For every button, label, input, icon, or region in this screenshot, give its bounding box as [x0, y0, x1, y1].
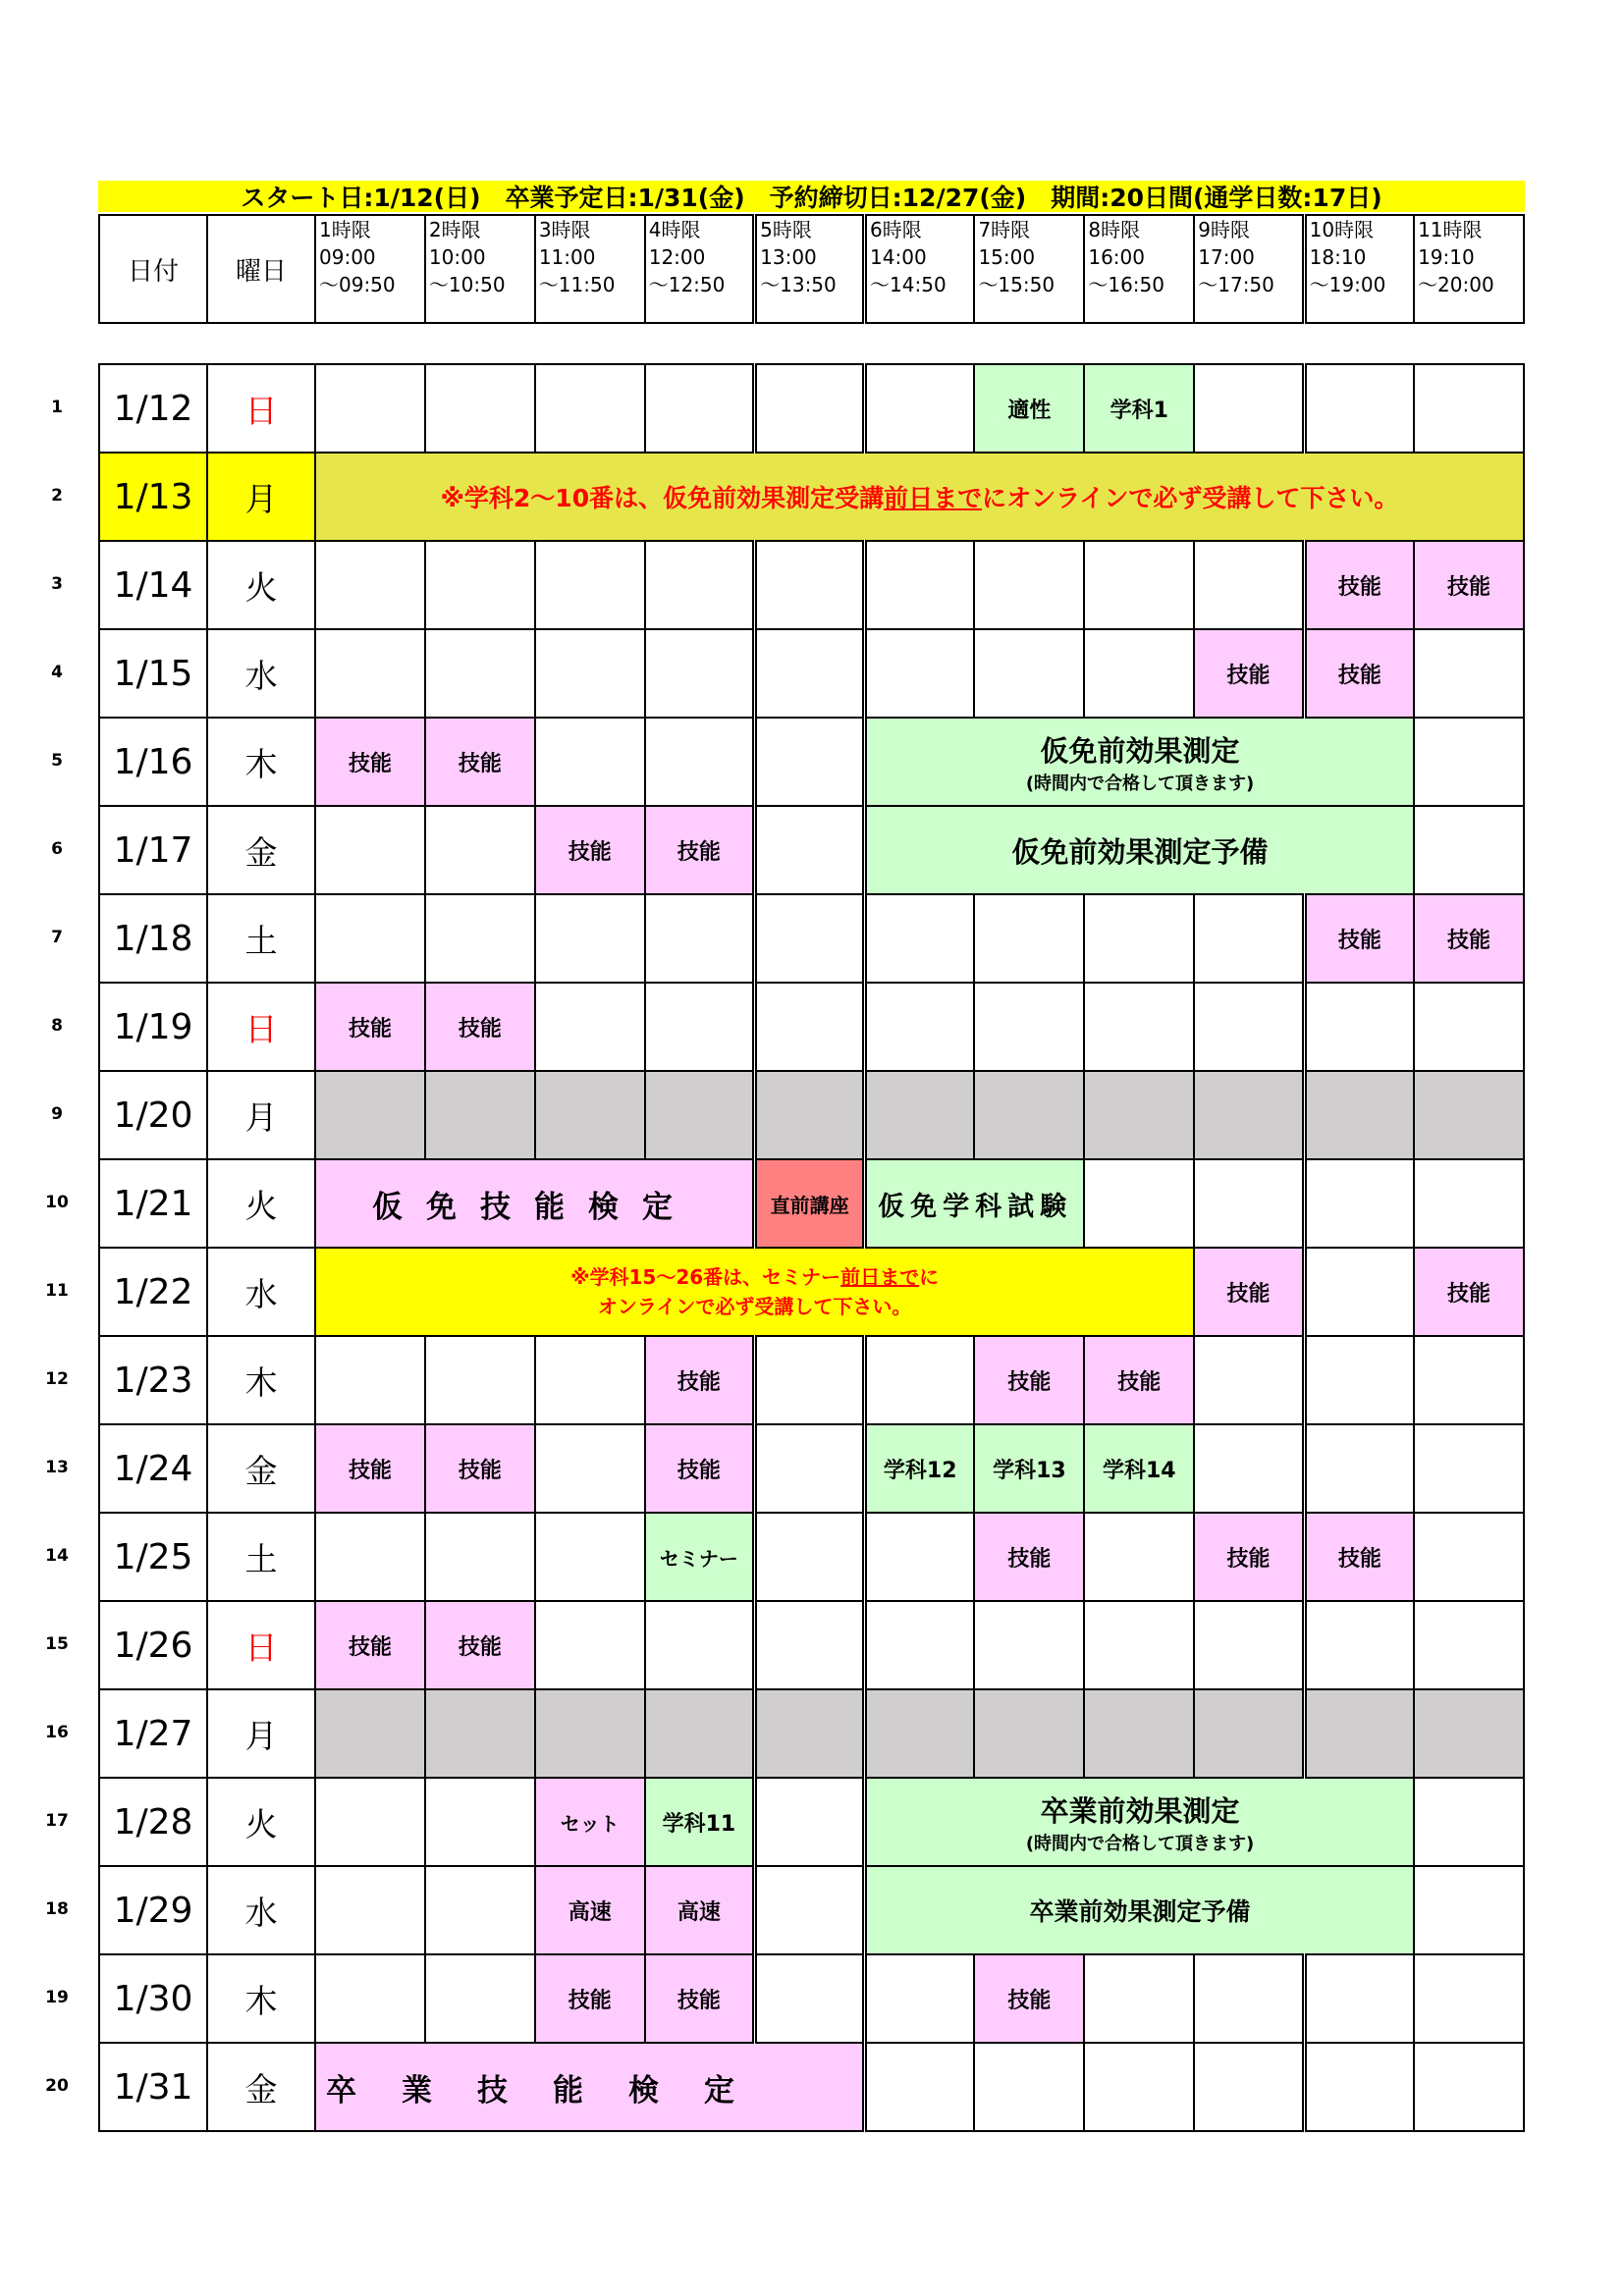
notice-deadline-text: 前日まで: [840, 1265, 920, 1289]
empty-slot: [1304, 1248, 1414, 1336]
lecture-slot: 学科12: [865, 1424, 975, 1513]
period-header: 10時限 18:10 ～19:00: [1304, 215, 1414, 323]
row-number: 8: [51, 1016, 63, 1036]
karimen-written-exam-block: [865, 1159, 1085, 1248]
closed-slot: [865, 1689, 975, 1778]
empty-slot: [535, 541, 645, 629]
row-number: 1: [51, 398, 63, 417]
period-header-table: [98, 214, 1525, 324]
notice-text: ※学科2～10番は、仮免前効果測定受講: [440, 484, 885, 512]
set-slot: セット: [535, 1778, 645, 1866]
empty-slot: [865, 1601, 975, 1689]
skill-slot: 技能: [1414, 541, 1524, 629]
empty-slot: [974, 1601, 1084, 1689]
online-notice-band: [315, 453, 1524, 541]
row-number: 6: [51, 839, 63, 859]
empty-slot: [865, 983, 975, 1071]
block-note: (時間内で合格して頂きます): [1025, 1833, 1255, 1854]
skill-slot: 技能: [1414, 1248, 1524, 1336]
skill-slot: 技能: [645, 806, 755, 894]
row-number: 4: [51, 663, 63, 682]
date-cell: 1/28: [99, 1778, 207, 1866]
skill-slot: 技能: [645, 1336, 755, 1424]
weekday-cell: 火: [207, 1159, 315, 1248]
row-number: 15: [45, 1634, 69, 1654]
skill-slot: 技能: [1194, 1513, 1304, 1601]
empty-slot: [755, 629, 865, 718]
empty-slot: [315, 894, 425, 983]
seminar-slot: セミナー: [645, 1513, 755, 1601]
schedule-table: [98, 363, 1525, 2132]
empty-slot: [755, 983, 865, 1071]
weekday-column-header: 曜日: [207, 215, 315, 323]
closed-slot: [315, 1071, 425, 1159]
empty-slot: [755, 1336, 865, 1424]
empty-slot: [425, 1866, 535, 1954]
period-header: 5時限 13:00 ～13:50: [755, 215, 865, 323]
empty-slot: [1084, 1954, 1194, 2043]
row-number: 3: [51, 574, 63, 594]
sotsugyo-effect-test-block: [865, 1778, 1415, 1866]
row-number: 12: [45, 1369, 69, 1389]
empty-slot: [425, 541, 535, 629]
empty-slot: [1414, 629, 1524, 718]
block-title: 仮免前効果測定: [1040, 733, 1240, 768]
skill-slot: 技能: [315, 1424, 425, 1513]
empty-slot: [425, 1513, 535, 1601]
table-row: [99, 1778, 1524, 1866]
period-header: 8時限 16:00 ～16:50: [1084, 215, 1194, 323]
empty-slot: [645, 894, 755, 983]
table-row: [99, 806, 1524, 894]
skill-slot: 技能: [315, 718, 425, 806]
block-note: (時間内で合格して頂きます): [1025, 773, 1255, 794]
empty-slot: [425, 1954, 535, 2043]
empty-slot: [755, 806, 865, 894]
date-cell: 1/13: [99, 453, 207, 541]
empty-slot: [535, 1336, 645, 1424]
skill-slot: 技能: [315, 983, 425, 1071]
weekday-cell: 金: [207, 2043, 315, 2131]
weekday-cell: 木: [207, 718, 315, 806]
weekday-cell: 月: [207, 1689, 315, 1778]
skill-slot: 技能: [1304, 894, 1414, 983]
date-cell: 1/18: [99, 894, 207, 983]
table-row: [99, 541, 1524, 629]
date-cell: 1/29: [99, 1866, 207, 1954]
weekday-cell: 日: [207, 1601, 315, 1689]
closed-slot: [535, 1071, 645, 1159]
skill-slot: 技能: [645, 1424, 755, 1513]
weekday-cell: 日: [207, 364, 315, 453]
sotsugyo-effect-test-spare-block: 卒業前効果測定予備: [865, 1866, 1415, 1954]
skill-slot: 技能: [974, 1513, 1084, 1601]
row-number: 5: [51, 751, 63, 771]
empty-slot: [645, 629, 755, 718]
karimen-effect-test-block: [865, 718, 1415, 806]
skill-slot: 技能: [1304, 1513, 1414, 1601]
empty-slot: [1414, 806, 1524, 894]
aptitude-test-slot: 適性: [974, 364, 1084, 453]
empty-slot: [755, 1601, 865, 1689]
skill-slot: 技能: [645, 1954, 755, 2043]
closed-slot: [1304, 1689, 1414, 1778]
table-row: [99, 1424, 1524, 1513]
empty-slot: [315, 364, 425, 453]
block-title: 卒業技能検定: [326, 2072, 780, 2109]
weekday-cell: 水: [207, 629, 315, 718]
table-row: [99, 1071, 1524, 1159]
empty-slot: [425, 1778, 535, 1866]
empty-slot: [425, 364, 535, 453]
lecture-slot: 学科13: [974, 1424, 1084, 1513]
empty-slot: [1194, 364, 1304, 453]
row-number: 18: [45, 1899, 69, 1919]
empty-slot: [865, 894, 975, 983]
lecture-slot: 学科14: [1084, 1424, 1194, 1513]
lecture-slot: 学科1: [1084, 364, 1194, 453]
closed-slot: [1414, 1071, 1524, 1159]
closed-slot: [645, 1071, 755, 1159]
weekday-cell: 火: [207, 541, 315, 629]
closed-slot: [1194, 1689, 1304, 1778]
weekday-cell: 木: [207, 1336, 315, 1424]
weekday-cell: 月: [207, 1071, 315, 1159]
empty-slot: [1414, 1866, 1524, 1954]
empty-slot: [755, 1866, 865, 1954]
empty-slot: [755, 1778, 865, 1866]
skill-slot: 技能: [425, 983, 535, 1071]
block-title: 卒業前効果測定: [1040, 1793, 1240, 1828]
table-row: [99, 453, 1524, 541]
date-cell: 1/26: [99, 1601, 207, 1689]
closed-slot: [755, 1071, 865, 1159]
row-number: 14: [45, 1546, 69, 1566]
table-row: [99, 983, 1524, 1071]
empty-slot: [1304, 983, 1414, 1071]
empty-slot: [865, 1513, 975, 1601]
empty-slot: [755, 364, 865, 453]
empty-slot: [315, 1954, 425, 2043]
pre-exam-lecture-slot: 直前講座: [755, 1159, 865, 1248]
empty-slot: [535, 1513, 645, 1601]
date-cell: 1/23: [99, 1336, 207, 1424]
closed-slot: [315, 1689, 425, 1778]
row-number: 16: [45, 1723, 69, 1742]
empty-slot: [1304, 1336, 1414, 1424]
row-number: 9: [51, 1104, 63, 1124]
karimen-effect-test-spare-block: [865, 806, 1415, 894]
empty-slot: [1414, 1954, 1524, 2043]
empty-slot: [1194, 541, 1304, 629]
empty-slot: [1304, 1424, 1414, 1513]
date-cell: 1/22: [99, 1248, 207, 1336]
empty-slot: [1304, 1601, 1414, 1689]
period-header: 11時限 19:10 ～20:00: [1414, 215, 1524, 323]
weekday-cell: 水: [207, 1248, 315, 1336]
empty-slot: [315, 541, 425, 629]
closed-slot: [1414, 1689, 1524, 1778]
empty-slot: [1194, 2043, 1304, 2131]
notice-text: にオンラインで必ず受講して下さい。: [982, 484, 1399, 512]
empty-slot: [1194, 1159, 1304, 1248]
row-number: 7: [51, 928, 63, 947]
empty-slot: [645, 718, 755, 806]
period-header: 3時限 11:00 ～11:50: [535, 215, 645, 323]
date-cell: 1/25: [99, 1513, 207, 1601]
table-row: [99, 1954, 1524, 2043]
empty-slot: [645, 364, 755, 453]
table-row: [99, 894, 1524, 983]
skill-slot: 技能: [1304, 629, 1414, 718]
empty-slot: [1414, 1601, 1524, 1689]
skill-slot: 技能: [425, 1601, 535, 1689]
empty-slot: [1194, 1424, 1304, 1513]
sotsugyo-skill-exam-block: [315, 2043, 865, 2131]
empty-slot: [1414, 983, 1524, 1071]
empty-slot: [645, 541, 755, 629]
table-row: [99, 1601, 1524, 1689]
empty-slot: [1414, 364, 1524, 453]
empty-slot: [974, 2043, 1084, 2131]
empty-slot: [315, 806, 425, 894]
skill-slot: 技能: [425, 1424, 535, 1513]
date-cell: 1/21: [99, 1159, 207, 1248]
empty-slot: [1304, 1159, 1414, 1248]
notice-text: オンラインで必ず受講して下さい。: [597, 1295, 912, 1318]
closed-slot: [645, 1689, 755, 1778]
date-cell: 1/24: [99, 1424, 207, 1513]
empty-slot: [974, 983, 1084, 1071]
weekday-cell: 月: [207, 453, 315, 541]
row-number: 20: [45, 2076, 69, 2096]
period-header: 2時限 10:00 ～10:50: [425, 215, 535, 323]
closed-slot: [1084, 1071, 1194, 1159]
table-row: [99, 1336, 1524, 1424]
empty-slot: [315, 1336, 425, 1424]
skill-slot: 技能: [974, 1954, 1084, 2043]
row-number: 13: [45, 1458, 69, 1477]
empty-slot: [1084, 1159, 1194, 1248]
lecture-slot: 学科11: [645, 1778, 755, 1866]
skill-slot: 技能: [1084, 1336, 1194, 1424]
karimen-skill-exam-block: [315, 1159, 755, 1248]
weekday-cell: 水: [207, 1866, 315, 1954]
date-cell: 1/15: [99, 629, 207, 718]
highway-slot: 高速: [535, 1866, 645, 1954]
empty-slot: [1304, 364, 1414, 453]
closed-slot: [425, 1689, 535, 1778]
notice-text: に: [919, 1265, 940, 1289]
table-row: [99, 364, 1524, 453]
empty-slot: [755, 1954, 865, 2043]
empty-slot: [1414, 1336, 1524, 1424]
table-row: [99, 1248, 1524, 1336]
empty-slot: [535, 1424, 645, 1513]
empty-slot: [755, 1424, 865, 1513]
date-cell: 1/27: [99, 1689, 207, 1778]
empty-slot: [755, 718, 865, 806]
row-number: 10: [45, 1193, 69, 1212]
empty-slot: [865, 1336, 975, 1424]
date-cell: 1/20: [99, 1071, 207, 1159]
empty-slot: [315, 629, 425, 718]
empty-slot: [1414, 1513, 1524, 1601]
empty-slot: [1194, 1336, 1304, 1424]
weekday-cell: 木: [207, 1954, 315, 2043]
block-title: 仮免前効果測定予備: [1011, 834, 1269, 869]
block-title: 仮免学科試験: [878, 1191, 1073, 1222]
empty-slot: [1194, 983, 1304, 1071]
empty-slot: [865, 2043, 975, 2131]
empty-slot: [1084, 629, 1194, 718]
closed-slot: [1194, 1071, 1304, 1159]
skill-slot: 技能: [1414, 894, 1524, 983]
row-number: 17: [45, 1811, 69, 1831]
empty-slot: [425, 894, 535, 983]
empty-slot: [315, 1778, 425, 1866]
date-cell: 1/19: [99, 983, 207, 1071]
closed-slot: [974, 1071, 1084, 1159]
date-cell: 1/17: [99, 806, 207, 894]
highway-slot: 高速: [645, 1866, 755, 1954]
table-row: [99, 1866, 1524, 1954]
table-row: [99, 718, 1524, 806]
schedule-summary-banner: スタート日:1/12(日) 卒業予定日:1/31(金) 予約締切日:12/27(金) 期間:20日間(通学日数:17日): [98, 181, 1525, 212]
period-header: 1時限 09:00 ～09:50: [315, 215, 425, 323]
empty-slot: [1084, 894, 1194, 983]
date-column-header: 日付: [99, 215, 207, 323]
skill-slot: 技能: [1304, 541, 1414, 629]
closed-slot: [425, 1071, 535, 1159]
empty-slot: [755, 1513, 865, 1601]
closed-slot: [535, 1689, 645, 1778]
skill-slot: 技能: [425, 718, 535, 806]
date-cell: 1/30: [99, 1954, 207, 2043]
notice-deadline-text: 前日まで: [884, 484, 983, 512]
empty-slot: [1414, 1159, 1524, 1248]
empty-slot: [865, 629, 975, 718]
empty-slot: [425, 629, 535, 718]
weekday-cell: 金: [207, 1424, 315, 1513]
empty-slot: [974, 541, 1084, 629]
skill-slot: 技能: [535, 806, 645, 894]
closed-slot: [974, 1689, 1084, 1778]
date-cell: 1/16: [99, 718, 207, 806]
empty-slot: [1084, 1601, 1194, 1689]
empty-slot: [425, 1336, 535, 1424]
empty-slot: [1304, 1954, 1414, 2043]
empty-slot: [865, 1954, 975, 2043]
weekday-cell: 日: [207, 983, 315, 1071]
empty-slot: [1414, 1778, 1524, 1866]
empty-slot: [1194, 1601, 1304, 1689]
closed-slot: [1304, 1071, 1414, 1159]
empty-slot: [645, 983, 755, 1071]
empty-slot: [1084, 541, 1194, 629]
row-number: 2: [51, 486, 63, 506]
empty-slot: [535, 1601, 645, 1689]
weekday-cell: 土: [207, 1513, 315, 1601]
block-title: 仮免技能検定: [372, 1189, 697, 1225]
empty-slot: [315, 1866, 425, 1954]
table-row: [99, 1513, 1524, 1601]
empty-slot: [865, 364, 975, 453]
closed-slot: [755, 1689, 865, 1778]
empty-slot: [1414, 2043, 1524, 2131]
empty-slot: [535, 983, 645, 1071]
empty-slot: [535, 718, 645, 806]
table-row: [99, 1159, 1524, 1248]
closed-slot: [865, 1071, 975, 1159]
empty-slot: [645, 1601, 755, 1689]
table-row: [99, 1689, 1524, 1778]
empty-slot: [315, 1513, 425, 1601]
empty-slot: [755, 541, 865, 629]
skill-slot: 技能: [315, 1601, 425, 1689]
online-notice-band: [315, 1248, 1194, 1336]
empty-slot: [535, 629, 645, 718]
skill-slot: 技能: [1194, 629, 1304, 718]
empty-slot: [1194, 894, 1304, 983]
empty-slot: [425, 806, 535, 894]
empty-slot: [535, 894, 645, 983]
empty-slot: [1084, 1513, 1194, 1601]
row-number: 19: [45, 1988, 69, 2007]
period-header: 7時限 15:00 ～15:50: [974, 215, 1084, 323]
empty-slot: [535, 364, 645, 453]
date-cell: 1/14: [99, 541, 207, 629]
empty-slot: [974, 894, 1084, 983]
table-row: [99, 2043, 1524, 2131]
weekday-cell: 火: [207, 1778, 315, 1866]
empty-slot: [865, 541, 975, 629]
empty-slot: [1084, 983, 1194, 1071]
weekday-cell: 金: [207, 806, 315, 894]
empty-slot: [755, 894, 865, 983]
date-cell: 1/12: [99, 364, 207, 453]
period-header: 9時限 17:00 ～17:50: [1194, 215, 1304, 323]
weekday-cell: 土: [207, 894, 315, 983]
row-number: 11: [45, 1281, 69, 1301]
empty-slot: [974, 629, 1084, 718]
skill-slot: 技能: [535, 1954, 645, 2043]
date-cell: 1/31: [99, 2043, 207, 2131]
empty-slot: [1414, 1424, 1524, 1513]
empty-slot: [1304, 2043, 1414, 2131]
period-header: 6時限 14:00 ～14:50: [865, 215, 975, 323]
table-row: [99, 629, 1524, 718]
period-header: 4時限 12:00 ～12:50: [645, 215, 755, 323]
closed-slot: [1084, 1689, 1194, 1778]
skill-slot: 技能: [1194, 1248, 1304, 1336]
empty-slot: [1194, 1954, 1304, 2043]
notice-text: ※学科15～26番は、セミナー: [570, 1265, 841, 1289]
empty-slot: [1414, 718, 1524, 806]
skill-slot: 技能: [974, 1336, 1084, 1424]
empty-slot: [1084, 2043, 1194, 2131]
